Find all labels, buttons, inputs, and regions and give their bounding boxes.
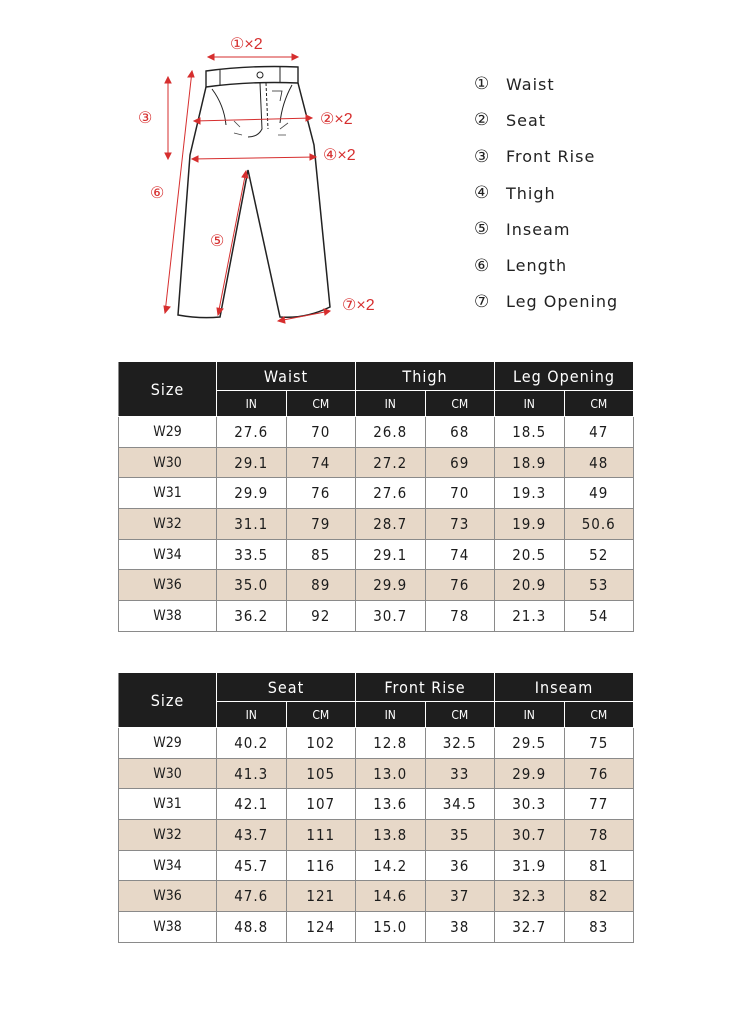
group-header: Front Rise xyxy=(356,673,495,702)
table-cell: 15.0 xyxy=(356,912,426,943)
table-row xyxy=(119,912,634,943)
table-cell: 124 xyxy=(286,912,356,943)
table-cell: 18.5 xyxy=(495,417,565,448)
size-cell: W31 xyxy=(119,478,217,509)
legend-item xyxy=(474,175,714,211)
size-cell: W32 xyxy=(119,820,217,851)
table-cell: 35 xyxy=(425,820,495,851)
table-cell: 29.1 xyxy=(217,447,287,478)
table-cell: 19.9 xyxy=(495,509,565,540)
callout-length: ⑥ xyxy=(150,185,165,202)
size-cell: W34 xyxy=(119,850,217,881)
table-cell: 32.5 xyxy=(425,728,495,759)
table-cell: 83 xyxy=(564,912,634,943)
table-cell: 12.8 xyxy=(356,728,426,759)
legend-label: Seat xyxy=(506,110,547,130)
table-cell: 116 xyxy=(286,850,356,881)
table-cell: 29.9 xyxy=(217,478,287,509)
table-cell: 78 xyxy=(564,820,634,851)
unit-header: IN xyxy=(217,702,287,728)
pants-diagram xyxy=(120,25,420,335)
table-cell: 111 xyxy=(286,820,356,851)
table-cell: 69 xyxy=(425,447,495,478)
table-cell: 30.7 xyxy=(356,601,426,632)
table-cell: 30.7 xyxy=(495,820,565,851)
table-cell: 102 xyxy=(286,728,356,759)
unit-header: IN xyxy=(217,391,287,417)
callout-leg-opening: ⑦×2 xyxy=(342,297,375,314)
unit-header: IN xyxy=(495,391,565,417)
legend-number: ④ xyxy=(474,183,491,204)
table-cell: 13.8 xyxy=(356,820,426,851)
callout-waist: ①×2 xyxy=(230,36,263,53)
pants-outline-icon xyxy=(120,25,420,335)
legend-item xyxy=(474,284,714,320)
table-row xyxy=(119,728,634,759)
legend-item xyxy=(474,247,714,283)
size-cell: W38 xyxy=(119,601,217,632)
size-table-seat-rise-inseam xyxy=(118,672,634,943)
table-cell: 29.5 xyxy=(495,728,565,759)
unit-header: IN xyxy=(356,702,426,728)
table-cell: 41.3 xyxy=(217,758,287,789)
table-cell: 48 xyxy=(564,447,634,478)
table-cell: 31.9 xyxy=(495,850,565,881)
unit-header: CM xyxy=(564,702,634,728)
table-row xyxy=(119,881,634,912)
size-cell: W36 xyxy=(119,570,217,601)
table-row xyxy=(119,850,634,881)
unit-header: CM xyxy=(286,391,356,417)
table-cell: 74 xyxy=(286,447,356,478)
table-cell: 35.0 xyxy=(217,570,287,601)
table-cell: 74 xyxy=(425,539,495,570)
unit-header: CM xyxy=(425,702,495,728)
legend-label: Length xyxy=(506,256,568,276)
table-cell: 27.2 xyxy=(356,447,426,478)
table-cell: 29.9 xyxy=(356,570,426,601)
table-cell: 76 xyxy=(286,478,356,509)
table-cell: 47 xyxy=(564,417,634,448)
table-cell: 27.6 xyxy=(217,417,287,448)
table-cell: 30.3 xyxy=(495,789,565,820)
legend-item xyxy=(474,102,714,138)
size-cell: W32 xyxy=(119,509,217,540)
callout-front-rise: ③ xyxy=(138,110,153,127)
table-cell: 75 xyxy=(564,728,634,759)
legend-label: Inseam xyxy=(506,219,571,239)
legend-number: ⑤ xyxy=(474,219,491,240)
table-cell: 70 xyxy=(286,417,356,448)
table-cell: 29.9 xyxy=(495,758,565,789)
table-cell: 34.5 xyxy=(425,789,495,820)
table-cell: 31.1 xyxy=(217,509,287,540)
table-cell: 18.9 xyxy=(495,447,565,478)
legend-item xyxy=(474,66,714,102)
legend-number: ③ xyxy=(474,146,491,167)
table-cell: 107 xyxy=(286,789,356,820)
table-cell: 26.8 xyxy=(356,417,426,448)
size-cell: W38 xyxy=(119,912,217,943)
group-header: Inseam xyxy=(495,673,634,702)
legend-number: ① xyxy=(474,74,491,95)
legend-number: ⑦ xyxy=(474,291,491,312)
table-row xyxy=(119,539,634,570)
table-cell: 49 xyxy=(564,478,634,509)
size-table-waist-thigh-leg xyxy=(118,361,634,632)
size-cell: W31 xyxy=(119,789,217,820)
table-cell: 53 xyxy=(564,570,634,601)
table-row xyxy=(119,820,634,851)
unit-header: CM xyxy=(564,391,634,417)
table-cell: 19.3 xyxy=(495,478,565,509)
table-row xyxy=(119,417,634,448)
table-cell: 50.6 xyxy=(564,509,634,540)
legend-label: Front Rise xyxy=(506,147,596,167)
size-cell: W29 xyxy=(119,417,217,448)
legend-label: Leg Opening xyxy=(506,292,619,312)
table-cell: 81 xyxy=(564,850,634,881)
table-row xyxy=(119,447,634,478)
group-header: Waist xyxy=(217,362,356,391)
legend-number: ⑥ xyxy=(474,255,491,276)
table-cell: 76 xyxy=(564,758,634,789)
table-cell: 82 xyxy=(564,881,634,912)
group-header: Seat xyxy=(217,673,356,702)
table-row xyxy=(119,509,634,540)
table-cell: 13.0 xyxy=(356,758,426,789)
group-header: Thigh xyxy=(356,362,495,391)
table-cell: 13.6 xyxy=(356,789,426,820)
table-cell: 36.2 xyxy=(217,601,287,632)
table-cell: 105 xyxy=(286,758,356,789)
table-cell: 52 xyxy=(564,539,634,570)
callout-inseam: ⑤ xyxy=(210,233,225,250)
table-cell: 78 xyxy=(425,601,495,632)
table-cell: 27.6 xyxy=(356,478,426,509)
table-cell: 77 xyxy=(564,789,634,820)
table-cell: 70 xyxy=(425,478,495,509)
table-cell: 33 xyxy=(425,758,495,789)
table-cell: 20.9 xyxy=(495,570,565,601)
table-cell: 43.7 xyxy=(217,820,287,851)
table-cell: 21.3 xyxy=(495,601,565,632)
legend-item xyxy=(474,139,714,175)
size-cell: W30 xyxy=(119,447,217,478)
table-row xyxy=(119,758,634,789)
table-cell: 73 xyxy=(425,509,495,540)
unit-header: CM xyxy=(425,391,495,417)
table-row xyxy=(119,570,634,601)
unit-header: IN xyxy=(495,702,565,728)
table-cell: 121 xyxy=(286,881,356,912)
table-cell: 89 xyxy=(286,570,356,601)
table-cell: 42.1 xyxy=(217,789,287,820)
table-row xyxy=(119,789,634,820)
size-header: Size xyxy=(119,362,217,417)
table-cell: 32.3 xyxy=(495,881,565,912)
table-cell: 85 xyxy=(286,539,356,570)
table-cell: 28.7 xyxy=(356,509,426,540)
table-cell: 33.5 xyxy=(217,539,287,570)
group-header: Leg Opening xyxy=(495,362,634,391)
size-cell: W36 xyxy=(119,881,217,912)
table-row xyxy=(119,478,634,509)
legend-number: ② xyxy=(474,110,491,131)
table-cell: 54 xyxy=(564,601,634,632)
table-cell: 14.6 xyxy=(356,881,426,912)
size-cell: W29 xyxy=(119,728,217,759)
table-cell: 47.6 xyxy=(217,881,287,912)
table-cell: 20.5 xyxy=(495,539,565,570)
unit-header: CM xyxy=(286,702,356,728)
size-header: Size xyxy=(119,673,217,728)
table-cell: 68 xyxy=(425,417,495,448)
measurement-legend xyxy=(474,66,714,320)
legend-label: Thigh xyxy=(506,183,556,203)
table-cell: 79 xyxy=(286,509,356,540)
table-cell: 48.8 xyxy=(217,912,287,943)
table-cell: 76 xyxy=(425,570,495,601)
table-cell: 32.7 xyxy=(495,912,565,943)
table-cell: 40.2 xyxy=(217,728,287,759)
table-cell: 36 xyxy=(425,850,495,881)
callout-seat: ②×2 xyxy=(320,111,353,128)
size-cell: W34 xyxy=(119,539,217,570)
table-cell: 38 xyxy=(425,912,495,943)
table-cell: 45.7 xyxy=(217,850,287,881)
unit-header: IN xyxy=(356,391,426,417)
table-row xyxy=(119,601,634,632)
table-cell: 14.2 xyxy=(356,850,426,881)
table-cell: 37 xyxy=(425,881,495,912)
legend-item xyxy=(474,211,714,247)
table-cell: 92 xyxy=(286,601,356,632)
size-cell: W30 xyxy=(119,758,217,789)
table-cell: 29.1 xyxy=(356,539,426,570)
callout-thigh: ④×2 xyxy=(323,147,356,164)
legend-label: Waist xyxy=(506,74,555,94)
